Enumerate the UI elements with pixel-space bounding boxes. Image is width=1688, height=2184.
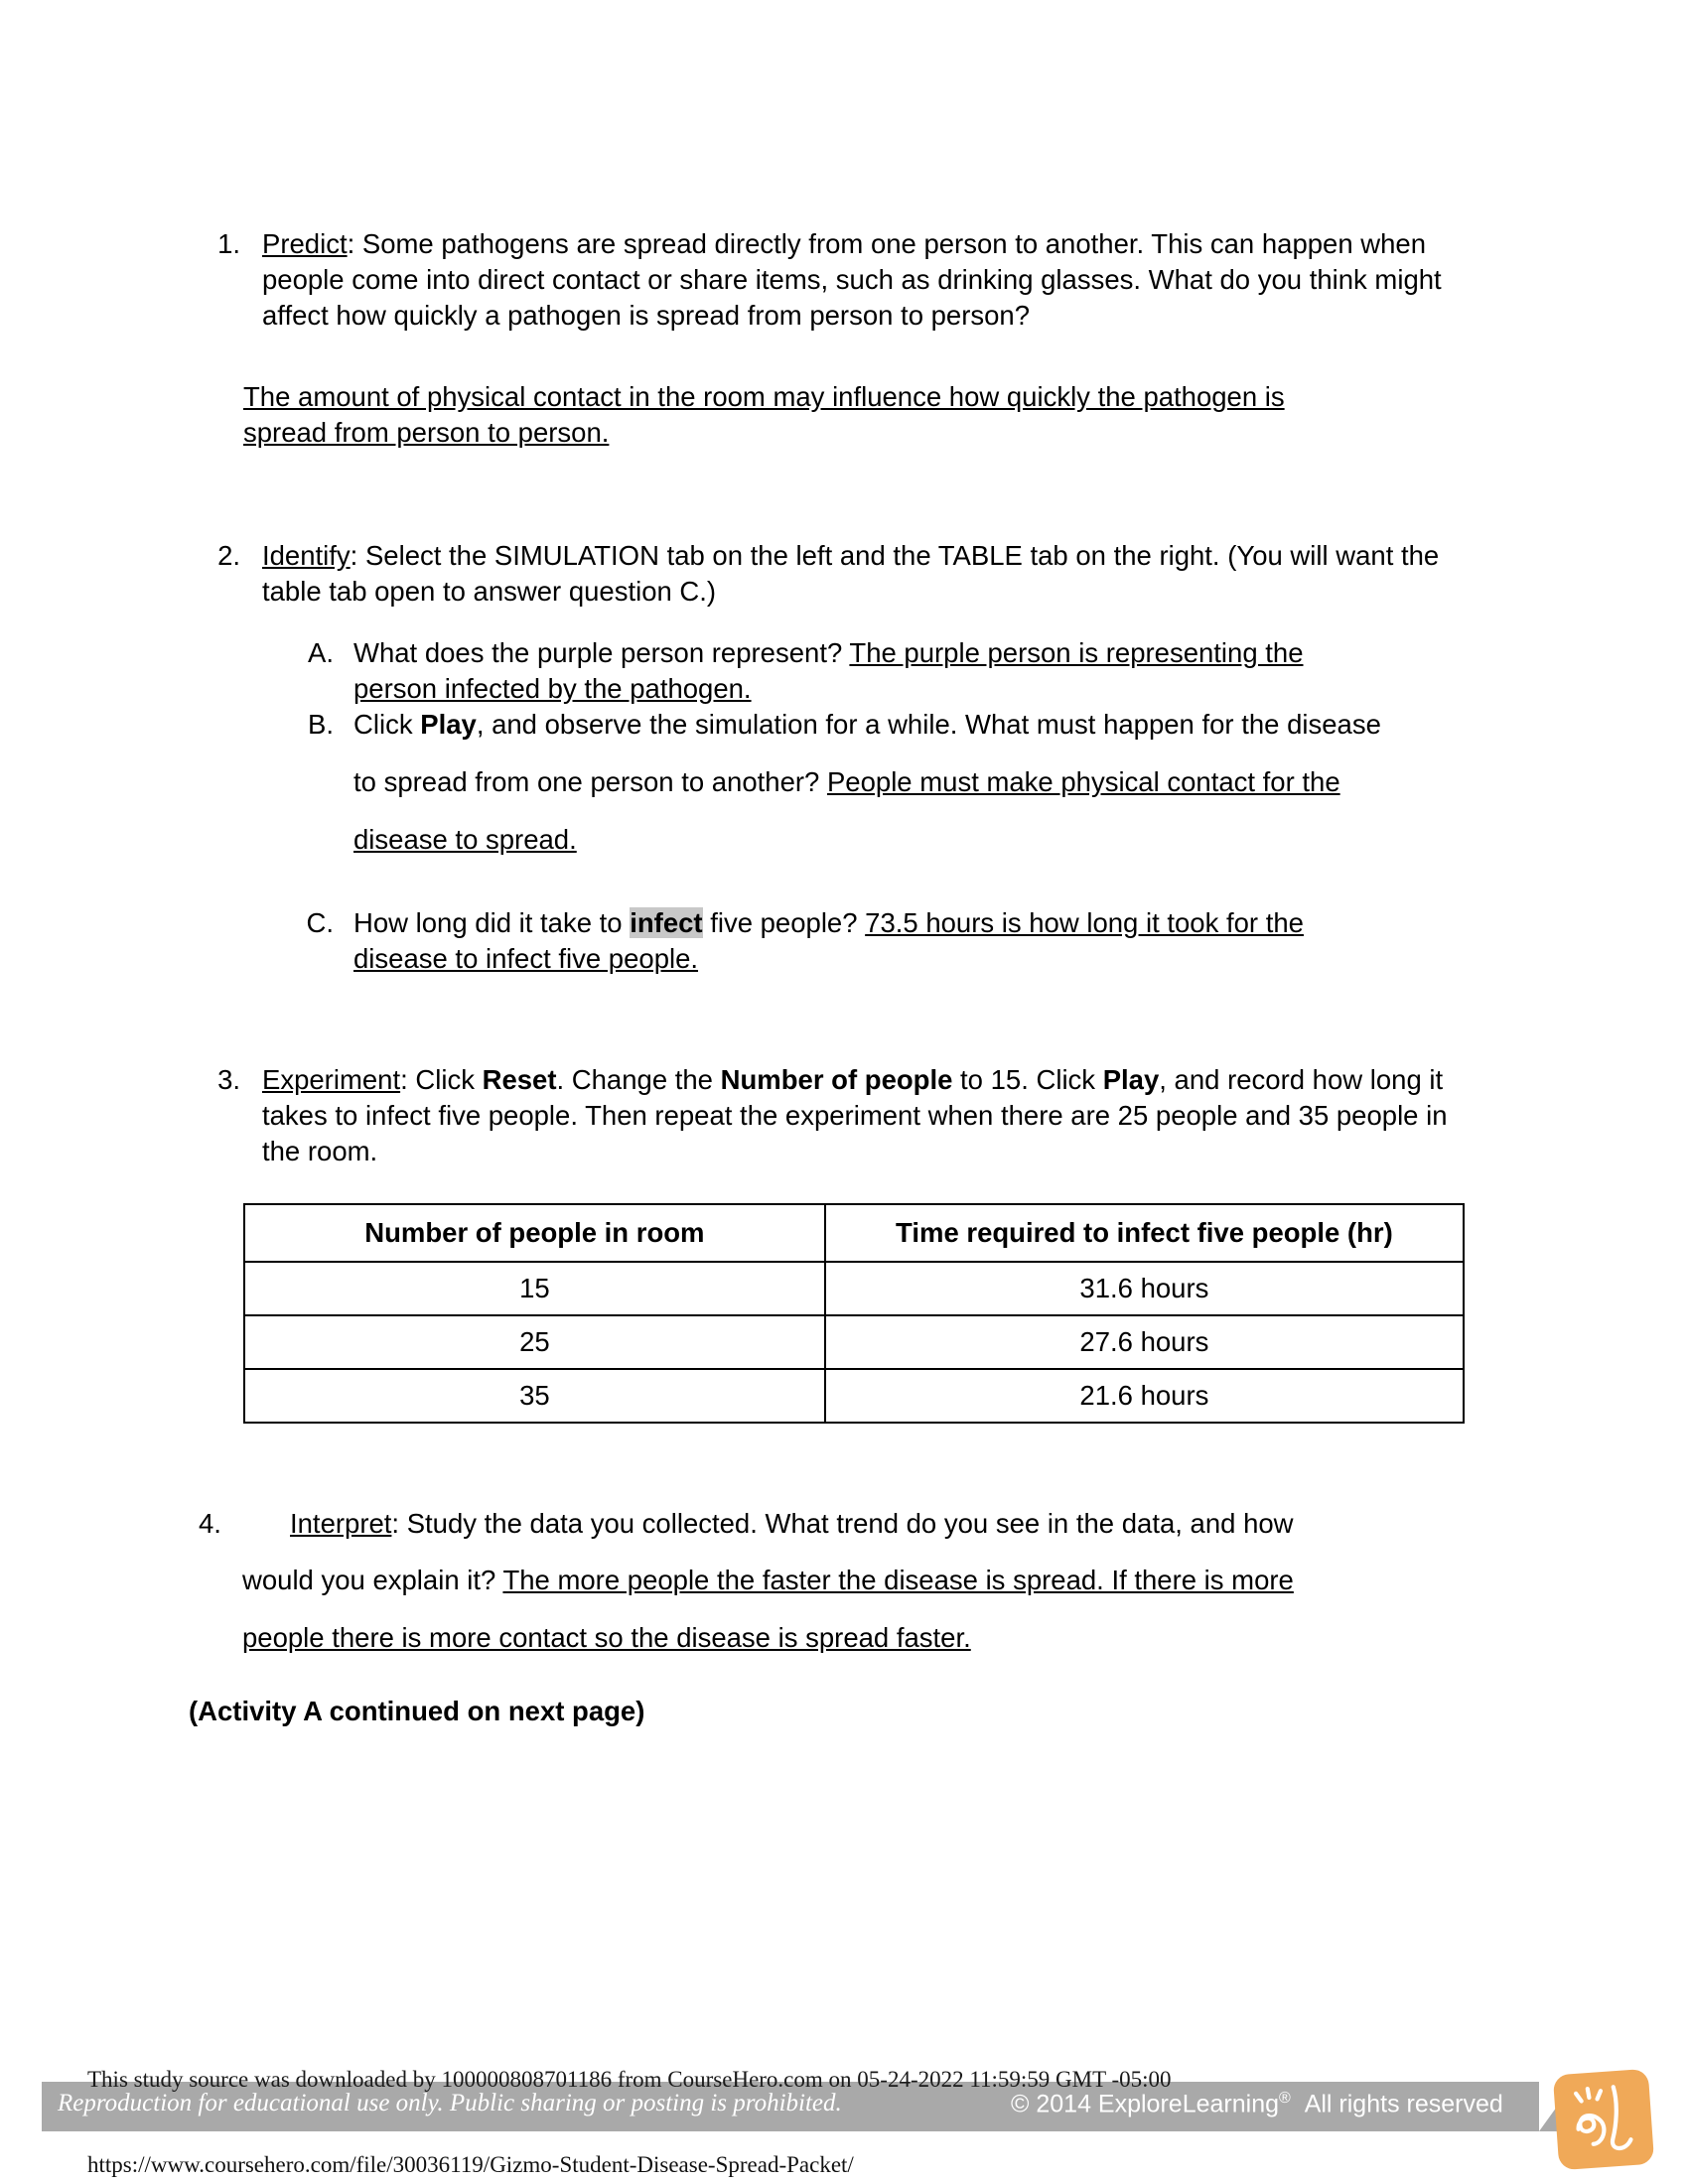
question-1-number: 1. [217, 228, 240, 259]
question-2b [298, 707, 1489, 858]
table-row [244, 1315, 1464, 1369]
question-1-prompt: : Some pathogens are spread directly from one person to another. This can happen when people come into direct contact or share items, such as drinking glasses. What do you think might affect how quickly a pathogen is spread from person to person? [262, 228, 1442, 332]
question-2a-letter: A. [308, 637, 334, 669]
table-row [244, 1369, 1464, 1423]
question-2a [298, 635, 1489, 707]
table-header-people: Number of people in room [244, 1204, 825, 1262]
reproduction-notice: Reproduction for educational use only. Public sharing or posting is prohibited. [58, 2090, 842, 2116]
question-4-answer-line-2: people there is more contact so the disease is spread faster. [242, 1621, 971, 1653]
question-1-answer [243, 379, 1494, 451]
coursehero-source-url: https://www.coursehero.com/file/30036119/Gizmo-Student-Disease-Spread-Packet/ [87, 2152, 854, 2177]
question-2b-part-2: , and observe the simulation for a while. What must happen for the disease [476, 709, 1381, 741]
question-2c-answer-line-2: disease to infect five people. [353, 943, 699, 975]
question-3 [199, 1062, 1479, 1169]
question-1-text [262, 226, 1479, 334]
question-2c-highlighted-word: infect [630, 907, 703, 939]
question-3-bold-number-of-people: Number of people [720, 1064, 953, 1096]
question-4 [199, 1495, 1489, 1666]
question-1-answer-line-1: The amount of physical contact in the room may influence how quickly the pathogen is [243, 381, 1285, 413]
question-2c-answer-line-1: 73.5 hours is how long it took for the [865, 907, 1304, 939]
question-2a-question: What does the purple person represent? [353, 637, 850, 669]
question-2c-part-2: five people? [702, 907, 866, 939]
activity-continued-note: (Activity A continued on next page) [189, 1695, 645, 1726]
question-2a-answer-line-2: person infected by the pathogen. [353, 673, 752, 705]
question-4-number: 4. [199, 1508, 221, 1540]
explorelearning-logo-icon [1553, 2069, 1654, 2170]
question-4-line-3 [242, 1609, 1489, 1666]
question-3-text-1: : Click [400, 1064, 483, 1096]
table-header-row [244, 1204, 1464, 1262]
question-2b-line-2: to spread from one person to another? [353, 766, 827, 798]
question-1 [199, 226, 1479, 334]
table-cell-people: 35 [244, 1369, 825, 1423]
question-3-text-2: . Change the [556, 1064, 721, 1096]
question-2b-letter: B. [308, 709, 334, 741]
experiment-results-table [243, 1203, 1465, 1424]
copyright-text: © 2014 ExploreLearning [1011, 2090, 1279, 2118]
question-3-text [262, 1062, 1479, 1169]
question-2c-text [353, 905, 1489, 977]
coursehero-download-notice: This study source was downloaded by 100000808701186 from CourseHero.com on 05-24-2022 11:59:59 GMT -05:00 [87, 2067, 1172, 2092]
question-2a-text [353, 635, 1489, 707]
question-2c [298, 905, 1489, 977]
question-2-text [262, 538, 1479, 610]
question-2b-answer-line-1: People must make physical contact for the [826, 766, 1340, 798]
question-2b-part-1: Click [353, 709, 421, 741]
table-cell-people: 25 [244, 1315, 825, 1369]
question-2 [199, 538, 1479, 610]
table-cell-people: 15 [244, 1262, 825, 1315]
question-1-label: Predict [262, 228, 348, 259]
table-cell-time: 27.6 hours [825, 1315, 1464, 1369]
question-4-prompt-line-2: would you explain it? [242, 1565, 503, 1596]
question-2b-bold-play: Play [420, 709, 477, 741]
question-4-prompt-line-1: : Study the data you collected. What trend do you see in the data, and how [391, 1508, 1294, 1540]
question-2a-answer-line-1: The purple person is representing the [849, 637, 1304, 669]
question-2-label: Identify [262, 540, 351, 572]
question-2-prompt: : Select the SIMULATION tab on the left and the TABLE tab on the right. (You will want the table tab open to answer question C.) [262, 540, 1440, 608]
question-4-answer-line-1: The more people the faster the disease is spread. If there is more [502, 1565, 1294, 1596]
table-row [244, 1262, 1464, 1315]
question-3-bold-reset: Reset [482, 1064, 557, 1096]
table-cell-time: 31.6 hours [825, 1262, 1464, 1315]
copyright-notice [1011, 2090, 1503, 2118]
table-header-time: Time required to infect five people (hr) [825, 1204, 1464, 1262]
question-4-line-2 [242, 1552, 1489, 1608]
question-4-label: Interpret [290, 1508, 392, 1540]
question-2b-answer-line-2: disease to spread. [353, 824, 577, 856]
question-2c-part-1: How long did it take to [353, 907, 631, 939]
question-3-number: 3. [217, 1064, 240, 1096]
table-cell-time: 21.6 hours [825, 1369, 1464, 1423]
all-rights-reserved-text: All rights reserved [1304, 2090, 1503, 2118]
question-2-number: 2. [217, 540, 240, 572]
question-3-bold-play: Play [1102, 1064, 1160, 1096]
registered-trademark-icon: ® [1279, 2090, 1291, 2107]
question-1-answer-line-2: spread from person to person. [243, 417, 610, 449]
question-3-text-3: to 15. Click [952, 1064, 1103, 1096]
question-3-label: Experiment [262, 1064, 401, 1096]
question-2b-text [353, 707, 1489, 858]
question-2c-letter: C. [306, 907, 334, 939]
question-3-text-4: , and record how long it takes to infect five people. Then repeat the experiment when there are 25 people and 35 people in the room. [262, 1064, 1448, 1167]
question-4-line-1 [199, 1495, 1489, 1552]
